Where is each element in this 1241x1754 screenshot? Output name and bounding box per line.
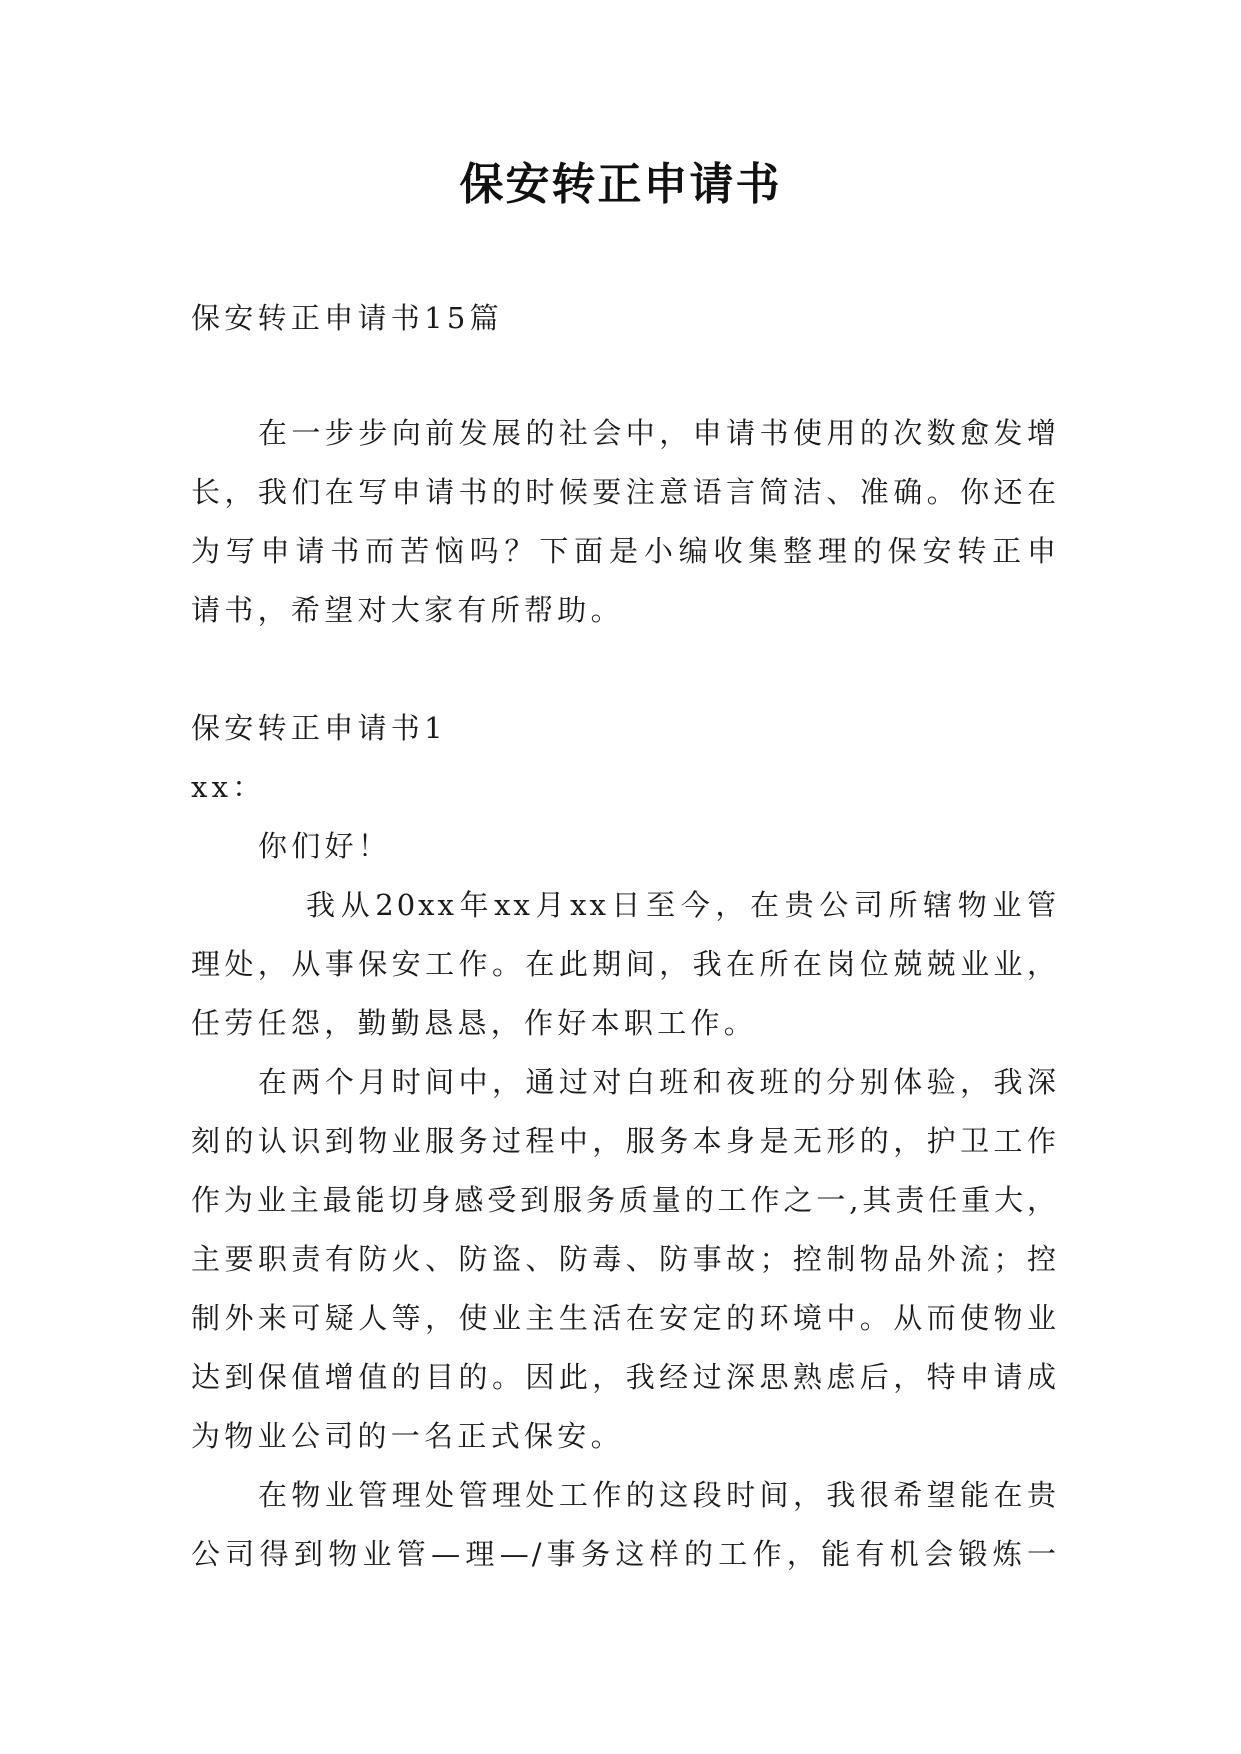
paragraph-line: 我从20xx年xx月xx日至今，在贵公司所辖物业管 xyxy=(306,888,1059,922)
letter-salutation: xx： xyxy=(191,770,266,804)
letter-section xyxy=(191,699,1059,1584)
letter-heading: 保安转正申请书1 xyxy=(191,711,447,745)
subtitle-block xyxy=(191,289,1059,348)
paragraph-line: 作为业主最能切身感受到服务质量的工作之一,其责任重大， xyxy=(191,1183,1059,1217)
intro-line: 在一步步向前发展的社会中，申请书使用的次数愈发增 xyxy=(258,416,1059,450)
intro-line: 请书，希望对大家有所帮助。 xyxy=(191,593,624,627)
intro-line: 长，我们在写申请书的时候要注意语言简洁、准确。你还在 xyxy=(191,475,1059,509)
intro-paragraph xyxy=(191,404,1059,640)
intro-line: 为写申请书而苦恼吗？下面是小编收集整理的保安转正申 xyxy=(191,534,1059,568)
paragraph-line: 刻的认识到物业服务过程中，服务本身是无形的，护卫工作 xyxy=(191,1124,1059,1158)
paragraph-line: 理处，从事保安工作。在此期间，我在所在岗位兢兢业业， xyxy=(191,947,1059,981)
document-title: 保安转正申请书 xyxy=(459,159,782,210)
paragraph-line: 达到保值增值的目的。因此，我经过深思熟虑后，特申请成 xyxy=(191,1360,1059,1394)
letter-paragraph xyxy=(191,876,1059,1053)
paragraph-line: 公司得到物业管—理—/事务这样的工作，能有机会锻炼一 xyxy=(191,1537,1059,1571)
document-subtitle: 保安转正申请书15篇 xyxy=(191,301,503,335)
letter-paragraph xyxy=(191,1466,1059,1584)
letter-paragraph xyxy=(191,1053,1059,1466)
paragraph-line: 主要职责有防火、防盗、防毒、防事故；控制物品外流；控 xyxy=(191,1242,1059,1276)
paragraph-line: 在两个月时间中，通过对白班和夜班的分别体验，我深 xyxy=(258,1065,1059,1099)
paragraph-line: 为物业公司的一名正式保安。 xyxy=(191,1419,624,1453)
letter-greeting: 你们好！ xyxy=(258,829,392,863)
paragraph-line: 制外来可疑人等，使业主生活在安定的环境中。从而使物业 xyxy=(191,1301,1059,1335)
paragraph-line: 任劳任怨，勤勤恳恳，作好本职工作。 xyxy=(191,1006,758,1040)
paragraph-line: 在物业管理处管理处工作的这段时间，我很希望能在贵 xyxy=(258,1478,1059,1512)
